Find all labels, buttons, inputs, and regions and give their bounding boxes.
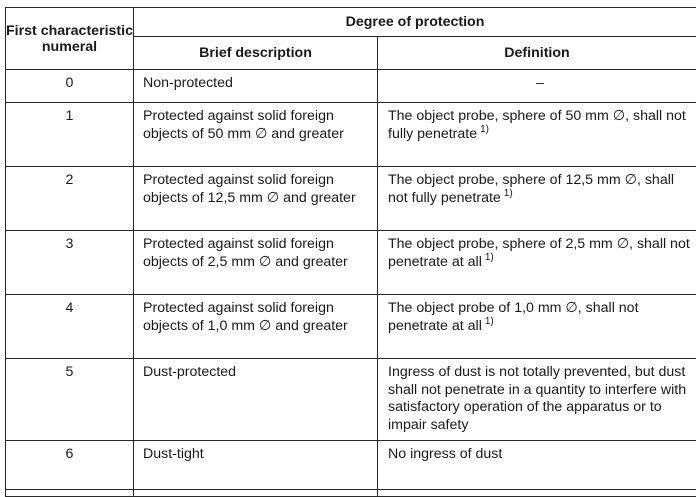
first-numeral-header: First characteristic numeral	[6, 8, 134, 70]
header-row-top	[6, 8, 696, 37]
numeral-cell: 1	[6, 103, 134, 167]
definition-text: The object probe, sphere of 50 mm ∅, shall not fully penetrate	[388, 108, 686, 142]
footnote-ref: 1)	[480, 124, 489, 135]
numeral-cell: 4	[6, 295, 134, 359]
numeral-cell: 6	[6, 441, 134, 490]
definition-cell: Ingress of dust is not totally prevented, but dust shall not penetrate in a quantity to interfere with satisfactory operation of the apparatus or to impair safety	[378, 359, 696, 441]
definition-cell: No ingress of dust	[378, 441, 696, 490]
brief-cell: Non-protected	[134, 70, 378, 103]
table-row-continuation	[6, 490, 696, 497]
brief-cell: Dust-tight	[134, 441, 378, 490]
numeral-cell: 2	[6, 167, 134, 231]
brief-cell: Protected against solid foreign objects of 1,0 mm ∅ and greater	[134, 295, 378, 359]
definition-header: Definition	[378, 37, 696, 70]
definition-cell: –	[378, 70, 696, 103]
table-row	[6, 70, 696, 103]
empty-cell	[6, 490, 134, 497]
table-row	[6, 231, 696, 295]
brief-cell: Protected against solid foreign objects of 2,5 mm ∅ and greater	[134, 231, 378, 295]
definition-cell	[378, 103, 696, 167]
table-row	[6, 167, 696, 231]
definition-cell	[378, 295, 696, 359]
footnote-ref: 1)	[485, 316, 494, 327]
numeral-cell: 0	[6, 70, 134, 103]
brief-cell: Protected against solid foreign objects of 12,5 mm ∅ and greater	[134, 167, 378, 231]
definition-text: The object probe of 1,0 mm ∅, shall not penetrate at all	[388, 300, 639, 334]
table-row	[6, 441, 696, 490]
table-row	[6, 295, 696, 359]
numeral-cell: 5	[6, 359, 134, 441]
brief-cell: Protected against solid foreign objects of 50 mm ∅ and greater	[134, 103, 378, 167]
empty-cell	[378, 490, 696, 497]
definition-cell	[378, 231, 696, 295]
footnote-ref: 1)	[485, 252, 494, 263]
brief-description-header: Brief description	[134, 37, 378, 70]
numeral-cell: 3	[6, 231, 134, 295]
protection-table	[5, 7, 696, 497]
definition-text: The object probe, sphere of 2,5 mm ∅, shall not penetrate at all	[388, 236, 690, 270]
table-row	[6, 103, 696, 167]
degree-of-protection-header: Degree of protection	[134, 8, 696, 37]
table-row	[6, 359, 696, 441]
brief-cell: Dust-protected	[134, 359, 378, 441]
definition-cell	[378, 167, 696, 231]
empty-cell	[134, 490, 378, 497]
footnote-ref: 1)	[504, 188, 513, 199]
definition-text: The object probe, sphere of 12,5 mm ∅, shall not fully penetrate	[388, 172, 674, 206]
